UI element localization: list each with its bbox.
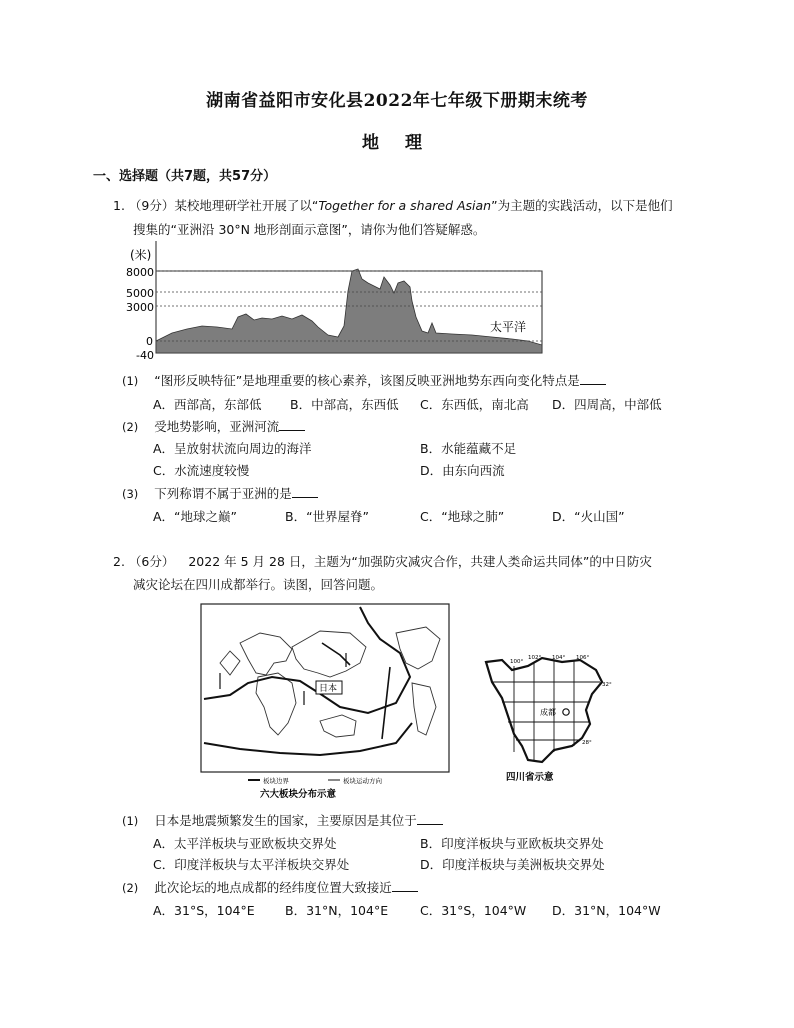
sub-question-text: “图形反映特征”是地理重要的核心素养，该图反映亚洲地势东西向变化特点是 [154, 373, 580, 388]
sub-question-label: (2) [122, 420, 139, 434]
question-score: （9分） [128, 198, 175, 213]
answer-blank [392, 881, 418, 892]
sichuan-map-figure [472, 652, 620, 786]
question-number: 2. [113, 554, 125, 569]
legend-boundary-label: 板块边界 [263, 777, 289, 785]
option: B．中部高，东西低 [290, 397, 399, 412]
lat-label: 28° [582, 740, 592, 746]
map-caption: 六大板块分布示意 [260, 789, 337, 800]
terrain-profile-figure [126, 241, 550, 363]
question-score: （6分） [128, 554, 175, 569]
question-number: 1. [113, 198, 125, 213]
option: A．31°S，104°E [153, 903, 255, 918]
option: C．东西低，南北高 [420, 397, 529, 412]
lat-label: 32° [602, 682, 612, 688]
option: B．“世界屋脊” [285, 509, 370, 524]
question-2-line-2: 减灾论坛在四川成都举行。读图，回答问题。 [133, 577, 384, 592]
answer-blank [417, 814, 443, 825]
option: A．太平洋板块与亚欧板块交界处 [153, 836, 337, 851]
option: D．31°N，104°W [552, 903, 661, 918]
terrain-profile-shape [156, 269, 542, 353]
lon-label: 100° [510, 659, 524, 665]
option: D．印度洋板块与美洲板块交界处 [420, 857, 605, 872]
sub-question-1-3 [122, 484, 318, 502]
sub-question-label: (1) [122, 374, 139, 388]
option: D．四周高，中部低 [552, 397, 662, 412]
tick-label: 5000 [126, 287, 154, 300]
sub-question-2-1 [122, 811, 443, 829]
tick-label: -40 [136, 349, 154, 362]
answer-blank [580, 374, 606, 385]
option: B．印度洋板块与亚欧板块交界处 [420, 836, 604, 851]
option: A．呈放射状流向周边的海洋 [153, 441, 312, 456]
option: C．印度洋板块与太平洋板块交界处 [153, 857, 350, 872]
sub-question-label: (1) [122, 814, 139, 828]
answer-blank [279, 420, 305, 431]
page-title: 湖南省益阳市安化县2022年七年级下册期末统考 [206, 91, 588, 111]
sub-question-1-1 [122, 371, 606, 389]
option: B．水能蕴藏不足 [420, 441, 517, 456]
question-1-line-1 [113, 196, 673, 214]
sub-question-label: (2) [122, 881, 139, 895]
question-text: 2022 年 5 月 28 日，主题为“加强防灾减灾合作，共建人类命运共同体”的中日防灾 [188, 554, 652, 569]
question-text: 某校地理研学社开展了以“ [174, 198, 319, 213]
option: C．“地球之肺” [420, 509, 505, 524]
unit-label: (米) [130, 248, 152, 262]
lon-label: 102° [528, 655, 542, 661]
sub-question-2-2 [122, 878, 418, 896]
city-label: 成都 [540, 708, 556, 717]
japan-label: 日本 [319, 684, 338, 694]
sub-question-text: 受地势影响，亚洲河流 [154, 419, 280, 434]
sub-question-text: 下列称谓不属于亚洲的是 [154, 486, 292, 501]
subject-heading: 地 理 [362, 133, 432, 153]
question-2-line-1 [113, 552, 652, 570]
option: B．31°N，104°E [285, 903, 389, 918]
option: C．31°S，104°W [420, 903, 527, 918]
legend-motion-label: 板块运动方向 [343, 777, 382, 785]
answer-blank [292, 487, 318, 498]
tick-label: 0 [146, 335, 153, 348]
question-1-line-2: 搜集的“亚洲沿 30°N 地形剖面示意图”，请你为他们答疑解惑。 [133, 222, 486, 237]
map-caption: 四川省示意 [506, 772, 554, 783]
option: D．“火山国” [552, 509, 625, 524]
question-text: ”为主题的实践活动，以下是他们 [491, 198, 673, 213]
tick-label: 8000 [126, 266, 154, 279]
chengdu-marker [563, 709, 569, 715]
section-heading: 一、选择题（共7题，共57分） [93, 169, 277, 184]
option: A．西部高，东部低 [153, 397, 262, 412]
lon-label: 104° [552, 655, 566, 661]
option: A．“地球之巅” [153, 509, 238, 524]
sub-question-text: 此次论坛的地点成都的经纬度位置大致接近 [154, 880, 392, 895]
option: C．水流速度较慢 [153, 463, 250, 478]
lon-label: 106° [576, 655, 590, 661]
sub-question-1-2 [122, 417, 305, 435]
sub-question-label: (3) [122, 487, 139, 501]
sub-question-text: 日本是地震频繁发生的国家，主要原因是其位于 [154, 813, 417, 828]
ocean-label: 太平洋 [490, 320, 527, 334]
question-text-italic: Together for a shared Asian [318, 198, 492, 213]
option: D．由东向西流 [420, 463, 505, 478]
tick-label: 3000 [126, 301, 154, 314]
plate-map-figure [200, 603, 452, 799]
